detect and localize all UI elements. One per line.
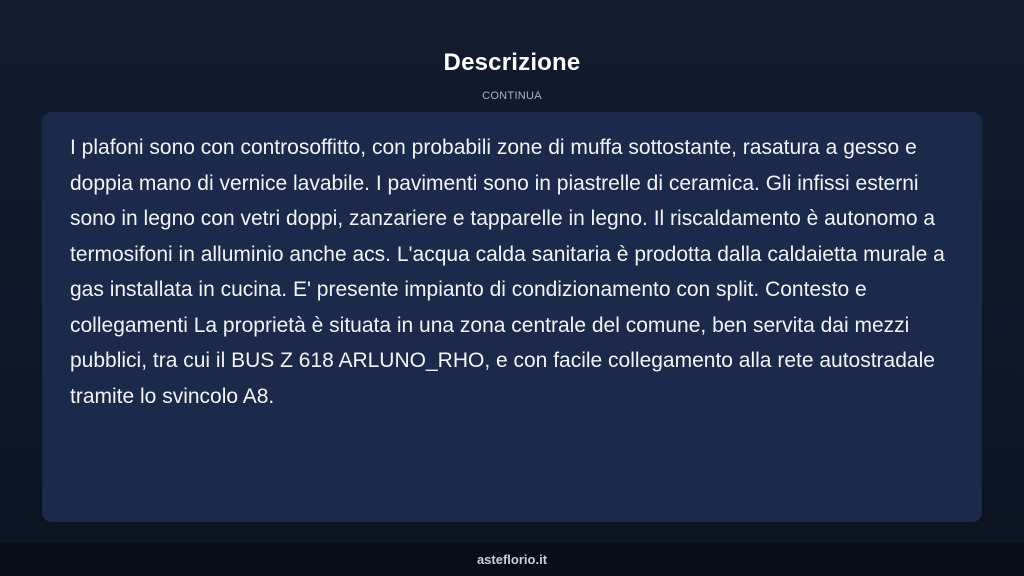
footer-bar: [0, 543, 1024, 576]
page-subtitle: CONTINUA: [482, 90, 542, 102]
page-title: Descrizione: [443, 49, 581, 76]
description-card: [42, 112, 982, 522]
description-text: I plafoni sono con controsoffitto, con probabili zone di muffa sottostante, rasatura a gesso e doppia mano di vernice lavabile. I pavimenti sono in piastrelle di ceramica. Gli infissi esterni sono in legno con vetri doppi, zanzariere e tapparelle in legno. Il riscaldamento è autonomo a termosifoni in alluminio anche acs. L'acqua calda sanitaria è prodotta dalla caldaietta murale a gas installata in cucina. E' presente impianto di condizionamento con split. Contesto e collegamenti La proprietà è situata in una zona centrale del comune, ben servita dai mezzi pubblici, tra cui il BUS Z 618 ARLUNO_RHO, e con facile collegamento alla rete autostradale tramite lo svincolo A8.: [70, 136, 945, 408]
footer-site-link[interactable]: asteflorio.it: [476, 552, 548, 567]
